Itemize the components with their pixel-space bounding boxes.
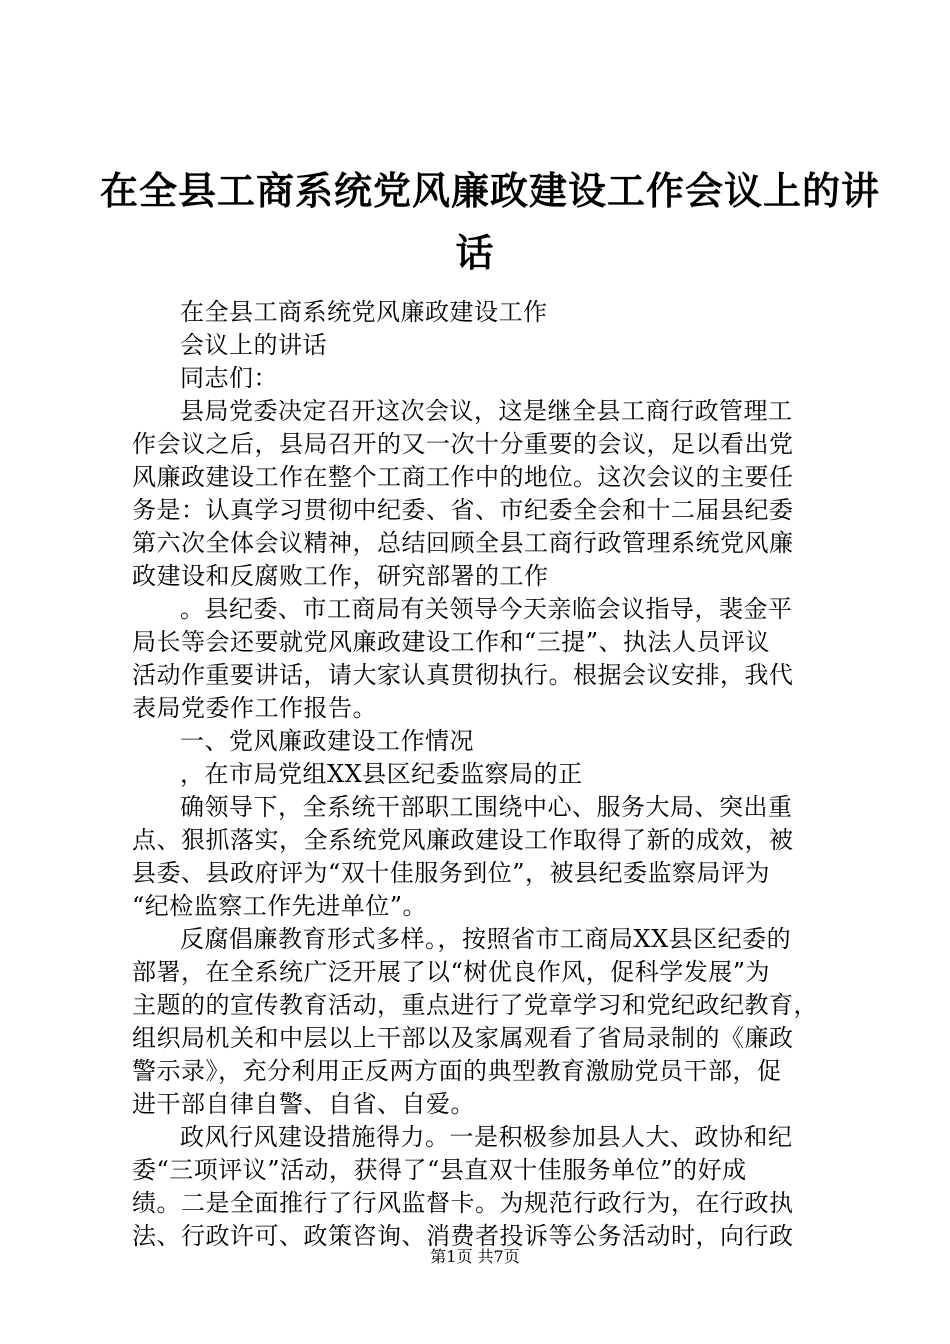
body-line: ，在市局党组XX县区纪委监察局的正 [180, 760, 583, 788]
body-line: “纪检监察工作先进单位”。 [132, 892, 428, 920]
body-line: 进干部自律自警、自省、自爱。 [132, 1090, 475, 1118]
body-line: 县委、县政府评为“双十佳服务到位”，被县纪委监察局评为 [132, 859, 771, 887]
body-line: 风廉政建设工作在整个工商工作中的地位。这次会议的主要任 [132, 463, 794, 491]
body-line: 法、行政许可、政策咨询、消费者投诉等公务活动时，向行政 [132, 1222, 794, 1250]
body-line: 作会议之后，县局召开的又一次十分重要的会议，足以看出党 [132, 430, 794, 458]
body-line: 县局党委决定召开这次会议，这是继全县工商行政管理工 [180, 397, 793, 425]
body-line: 政风行风建设措施得力。一是积极参加县人大、政协和纪 [180, 1123, 793, 1151]
body-line: 部署，在全系统广泛开展了以“树优良作风，促科学发展”为 [132, 958, 771, 986]
body-line: 会议上的讲话 [180, 331, 327, 359]
body-line: 同志们： [180, 364, 278, 392]
body-line: 主题的的宣传教育活动，重点进行了党章学习和党纪政纪教育， [132, 991, 818, 1019]
body-line: 局长等会还要就党风廉政建设工作和“三提”、执法人员评议 [132, 628, 771, 656]
body-line: 表局党委作工作报告。 [132, 694, 377, 722]
body-line: 绩。二是全面推行了行风监督卡。为规范行政行为，在行政执 [132, 1189, 794, 1217]
body-line: 确领导下，全系统干部职工围绕中心、服务大局、突出重 [180, 793, 793, 821]
body-line: 活动作重要讲话，请大家认真贯彻执行。根据会议安排，我代 [132, 661, 794, 689]
body-line: 委“三项评议”活动，获得了“县直双十佳服务单位”的好成 [132, 1156, 747, 1184]
body-line: 反腐倡廉教育形式多样。，按照省市工商局XX县区纪委的 [180, 925, 792, 953]
body-line: 点、狠抓落实，全系统党风廉政建设工作取得了新的成效，被 [132, 826, 794, 854]
body-line: 在全县工商系统党风廉政建设工作 [180, 298, 548, 326]
body-line: 警示录》，充分利用正反两方面的典型教育激励党员干部，促 [132, 1057, 782, 1085]
body-line: 。县纪委、市工商局有关领导今天亲临会议指导，裴金平 [180, 595, 793, 623]
document-body [132, 296, 832, 1253]
body-line: 第六次全体会议精神，总结回顾全县工商行政管理系统党风廉 [132, 529, 794, 557]
body-line: 务是：认真学习贯彻中纪委、省、市纪委全会和十二届县纪委 [132, 496, 794, 524]
body-line: 组织局机关和中层以上干部以及家属观看了省局录制的《廉政 [132, 1024, 794, 1052]
title-line-1: 在全县工商系统党风廉政建设工作会议上的讲 [100, 168, 881, 213]
document-title [100, 160, 881, 284]
title-line-2: 话 [455, 230, 495, 275]
body-line: 政建设和反腐败工作，研究部署的工作 [132, 562, 549, 590]
body-line: 一、党风廉政建设工作情况 [180, 727, 474, 755]
page-footer: 第1页 共7页 [430, 1247, 520, 1266]
